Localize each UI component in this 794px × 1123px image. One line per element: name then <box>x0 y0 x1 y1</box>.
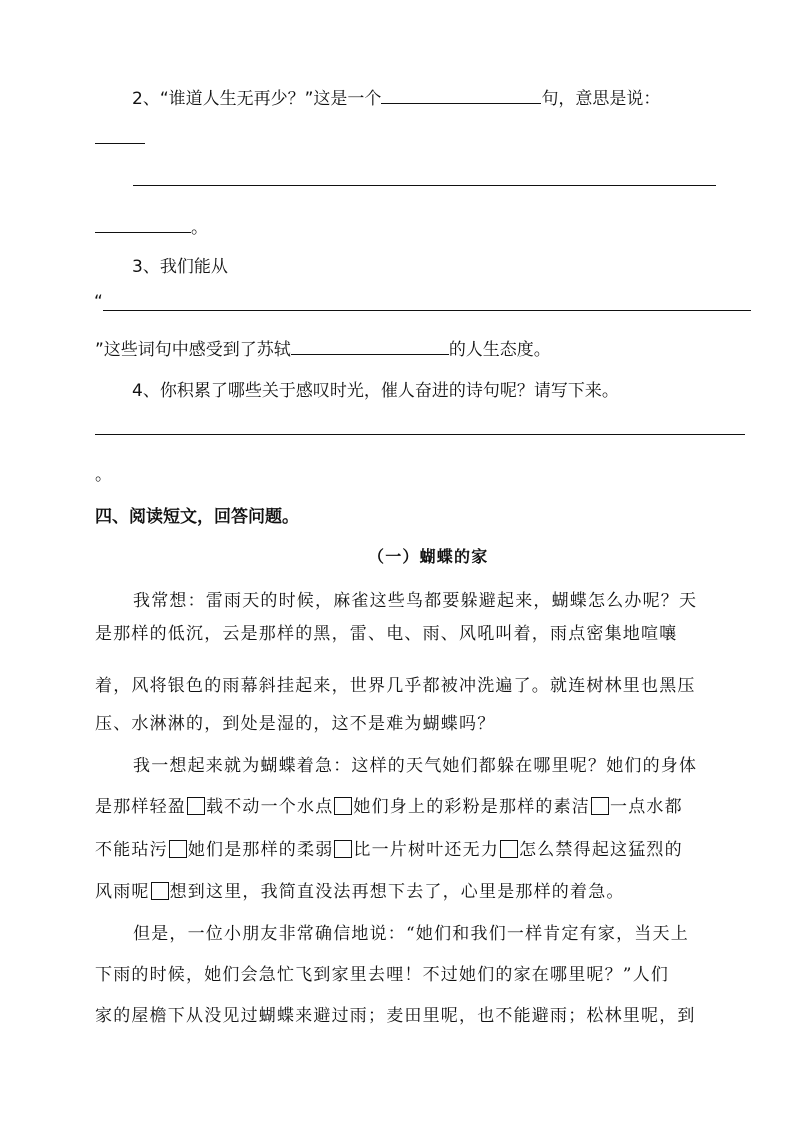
question-3-line <box>95 335 551 360</box>
passage-line: 是那样的低沉，云是那样的黑，雷、电、雨、风吼叫着，雨点密集地喧嚷 <box>95 624 678 644</box>
answer-blank-sentence-type[interactable] <box>381 87 541 104</box>
passage-segment: 怎么禁得起这猛烈的 <box>519 840 683 860</box>
passage-segment: 载不动一个水点 <box>206 797 334 817</box>
answer-blank-meaning-end[interactable] <box>95 216 191 233</box>
passage-line: 我一想起来就为蝴蝶着急：这样的天气她们都躲在哪里呢？她们的身体 <box>133 756 698 776</box>
poems-end-period: 。 <box>95 465 112 485</box>
answer-line-meaning[interactable] <box>133 185 716 186</box>
passage-line-with-boxes <box>95 835 683 860</box>
question-2-text-b: 句，意思是说： <box>541 89 661 109</box>
punctuation-box[interactable] <box>169 840 187 858</box>
meaning-end-line <box>95 213 208 238</box>
passage-line: 我常想：雷雨天的时候，麻雀这些鸟都要躲避起来，蝴蝶怎么办呢？天 <box>133 591 698 611</box>
question-2-text-a: 2、“谁道人生无再少？”这是一个 <box>132 89 382 109</box>
punctuation-box[interactable] <box>500 840 518 858</box>
answer-blank-short[interactable] <box>95 143 145 144</box>
passage-segment: 是那样轻盈 <box>95 797 186 817</box>
punctuation-box[interactable] <box>187 797 205 815</box>
passage-line: 但是，一位小朋友非常确信地说：“她们和我们一样肯定有家，当天上 <box>133 924 689 944</box>
passage-segment: 比一片树叶还无力 <box>353 840 500 860</box>
passage-line: 着，风将银色的雨幕斜挂起来，世界几乎都被冲洗遍了。就连树林里也黑压 <box>95 676 696 696</box>
open-quote-mark: “ <box>94 292 103 312</box>
question-3-lead: 3、我们能从 <box>132 257 228 277</box>
passage-line-with-boxes <box>95 877 625 902</box>
passage-line: 下雨的时候，她们会急忙飞到家里去哩！不过她们的家在哪里呢？”人们 <box>95 965 670 985</box>
punctuation-box[interactable] <box>334 840 352 858</box>
section-heading: 四、阅读短文，回答问题。 <box>95 507 299 527</box>
passage-segment: 一点水都 <box>610 797 683 817</box>
passage-segment: 不能玷污 <box>95 840 168 860</box>
answer-line-poems[interactable] <box>95 434 745 435</box>
punctuation-box[interactable] <box>334 797 352 815</box>
passage-title: （一）蝴蝶的家 <box>368 547 489 566</box>
passage-segment: 她们身上的彩粉是那样的素洁 <box>353 797 591 817</box>
passage-segment: 想到这里，我简直没法再想下去了，心里是那样的着急。 <box>169 882 625 902</box>
meaning-end-period: 。 <box>191 218 208 238</box>
answer-blank-attitude[interactable] <box>291 338 449 355</box>
question-4-text: 4、你积累了哪些关于感叹时光，催人奋进的诗句呢？请写下来。 <box>132 381 619 401</box>
punctuation-box[interactable] <box>151 882 169 900</box>
question-3-text-a: ”这些词句中感受到了苏轼 <box>95 340 291 360</box>
passage-segment: 她们是那样的柔弱 <box>187 840 334 860</box>
answer-line-quote[interactable] <box>103 310 751 311</box>
passage-line: 压、水淋淋的，到处是湿的，这不是难为蝴蝶吗？ <box>95 714 496 734</box>
punctuation-box[interactable] <box>591 797 609 815</box>
passage-line: 家的屋檐下从没见过蝴蝶来避过雨；麦田里呢，也不能避雨；松林里呢，到 <box>95 1006 696 1026</box>
question-3-text-b: 的人生态度。 <box>448 340 551 360</box>
question-2-line <box>132 84 660 109</box>
passage-line-with-boxes <box>95 792 683 817</box>
passage-segment: 风雨呢 <box>95 882 150 902</box>
